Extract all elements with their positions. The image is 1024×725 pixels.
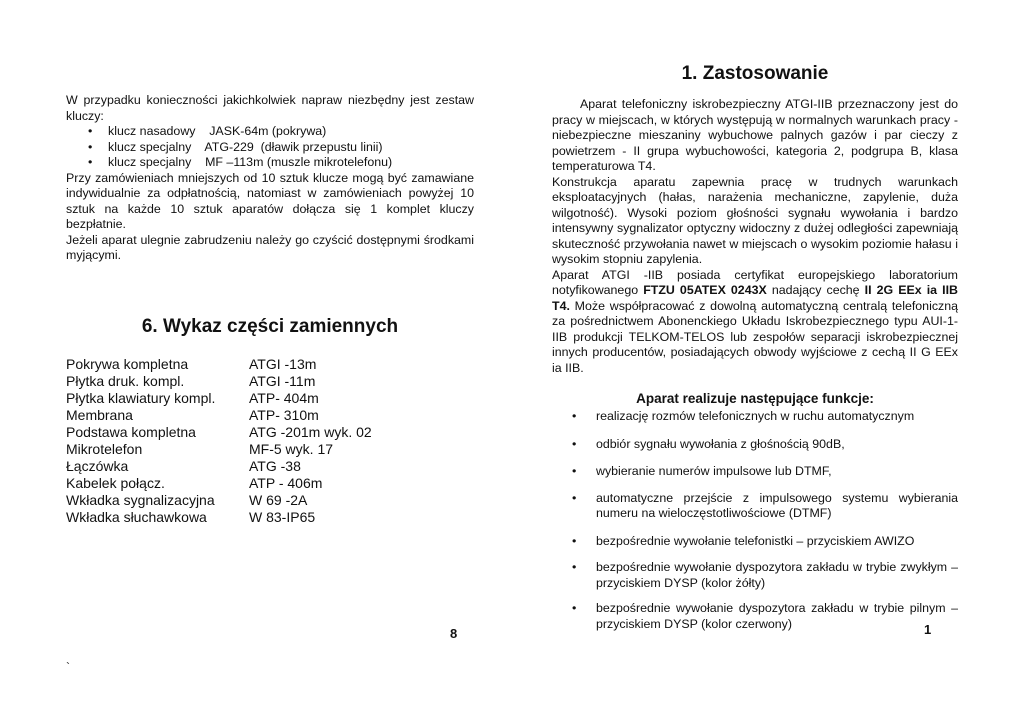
certificate-text: nadający cechę [766,283,865,297]
certificate-number: FTZU 05ATEX 0243X [643,283,767,297]
certificate-text: Może współpracować z dowolną automatyczną centralą telefoniczną za pośrednictwem Abonenckiego Układu Iskrobezpiecznego typu AUI-1- IIB produkcji TELKOM-TELOS lub zespołów separacji iskrobezpiecznej innych producentów, posiadających obwody wyjściowe z cechą II G EEx ia IIB. [552,298,958,375]
table-row [66,424,372,441]
section-heading: 1. Zastosowanie [681,63,829,84]
function-item: • bezpośrednie wywołanie dyspozytora zakładu w trybie zwykłym – przyciskiem DYSP (kolor żółty) [552,560,958,591]
right-intro-block [552,97,958,376]
part-name: Płytka druk. kompl. [66,373,185,389]
part-name: Mikrotelefon [66,441,143,457]
part-name: Membrana [66,407,133,423]
part-code: ATP- 404m [249,390,319,406]
table-row [66,407,372,424]
key-item: • klucz specjalny ATG-229 (dławik przepustu linii) [66,140,474,156]
table-row [66,373,372,390]
keys-intro-text: W przypadku konieczności jakichkolwiek napraw niezbędny jest zestaw kluczy: [66,93,474,123]
part-name: Podstawa kompletna [66,424,196,440]
key-item: • klucz nasadowy JASK-64m (pokrywa) [66,124,474,140]
functions-heading: Aparat realizuje następujące funkcje: [636,391,874,406]
part-code: ATP - 406m [249,475,323,491]
function-item: • wybieranie numerów impulsowe lub DTMF, [552,464,958,480]
table-row [66,492,372,509]
keys-list [66,124,474,171]
part-code: W 69 -2A [249,492,308,508]
construction-paragraph: Konstrukcja aparatu zapewnia pracę w trudnych warunkach eksploatacyjnych (hałas, narażenia mechaniczne, zapylenie, duża wilgotność). Wysoki poziom głośności sygnału wywołania i bardzo intensywny sygnalizator optyczny widoczny z dużej odległości zapewniają skuteczność przywołania nawet w miejscach o wysokim poziomie hałasu i wysokim stopniu zapylenia. [552,174,958,266]
part-name: Pokrywa kompletna [66,356,189,372]
parts-table [66,356,372,526]
table-row [66,441,372,458]
part-code: ATG -201m wyk. 02 [249,424,372,440]
functions-list [552,409,958,632]
table-row [66,356,372,373]
orders-text: Przy zamówieniach mniejszych od 10 sztuk klucze mogą być zamawiane indywidualnie za odpłatnością, natomiast w zamówieniach powyżej 10 sztuk na każde 10 sztuk aparatów dołącza się 1 komplet kluczy bezpłatnie. [66,170,474,231]
page-number-right: 1 [924,622,932,637]
page-number-left: 8 [450,626,458,641]
parts-heading: 6. Wykaz części zamiennych [141,316,399,337]
table-row [66,509,372,526]
certificate-paragraph [552,268,958,377]
function-item: • bezpośrednie wywołanie dyspozytora zakładu w trybie pilnym – przyciskiem DYSP (kolor czerwony) [552,601,958,632]
function-item: • odbiór sygnału wywołania z głośnością 90dB, [552,437,958,453]
left-page [66,0,474,725]
part-name: Płytka klawiatury kompl. [66,390,216,406]
part-code: MF-5 wyk. 17 [249,441,334,457]
cleaning-text: Jeżeli aparat ulegnie zabrudzeniu należy go czyścić dostępnymi środkami myjącymi. [66,232,474,262]
stray-mark: ` [66,660,70,674]
table-row [66,458,372,475]
part-code: ATGI -13m [249,356,317,372]
part-name: Wkładka sygnalizacyjna [66,492,215,508]
table-row [66,390,372,407]
part-code: ATGI -11m [249,373,316,389]
part-name: Łączówka [66,458,129,474]
part-name: Kabelek połącz. [66,475,165,491]
table-row [66,475,372,492]
key-item: • klucz specjalny MF –113m (muszle mikrotelefonu) [66,155,474,171]
certificate-text: Aparat ATGI -IIB posiada certyfikat europejskiego laboratorium notyfikowanego [552,267,958,297]
left-intro-block [66,93,474,264]
function-item: • automatyczne przejście z impulsowego systemu wybierania numeru na wieloczęstotliwościowe (DTMF) [552,491,958,522]
right-page [552,0,958,725]
part-name: Wkładka słuchawkowa [66,509,207,525]
part-code: W 83-IP65 [249,509,316,525]
part-code: ATG -38 [249,458,301,474]
function-item: • realizację rozmów telefonicznych w ruchu automatycznym [552,409,958,425]
application-paragraph: Aparat telefoniczny iskrobezpieczny ATGI-IIB przeznaczony jest do pracy w miejscach, w których występują w normalnych warunkach pracy - niebezpieczne mieszaniny wybuchowe palnych gazów i par cieczy z powietrzem - II grupa wybuchowości, kategoria 2, podgrupa B, klasa temperaturowa T4. [552,97,958,173]
function-item: • bezpośrednie wywołanie telefonistki – przyciskiem AWIZO [552,534,958,550]
part-code: ATP- 310m [249,407,319,423]
protection-mark: II 2G EEx ia IIB T4. [552,283,958,313]
